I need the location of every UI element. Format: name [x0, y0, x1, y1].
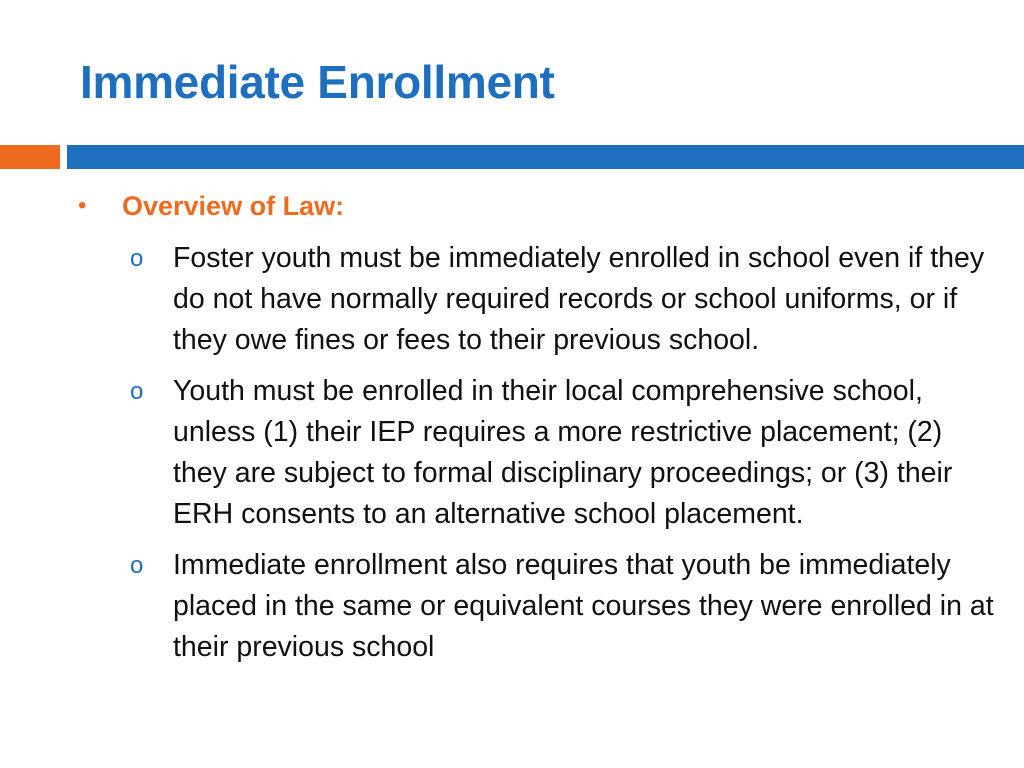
- sub-bullet-marker: o: [130, 245, 144, 272]
- slide-title: Immediate Enrollment: [80, 56, 555, 108]
- sub-bullet-marker: o: [130, 378, 144, 405]
- bullet-marker: •: [78, 192, 87, 219]
- title-divider-accent: [0, 145, 60, 169]
- overview-bullet: [0, 186, 1024, 226]
- list-item-text: Immediate enrollment also requires that youth be immediately placed in the same or equivalent courses they were enrolled in at their previous school: [173, 549, 994, 663]
- overview-heading: Overview of Law:: [122, 191, 345, 221]
- list-item-text: Youth must be enrolled in their local comprehensive school, unless (1) their IEP requires a more restrictive placement; (2) they are subject to formal disciplinary proceedings; or (3) their ERH consents to an alternative school placement.: [173, 375, 953, 530]
- sub-bullet-marker: o: [130, 552, 144, 579]
- list-item: [0, 545, 1024, 668]
- list-item-text: Foster youth must be immediately enrolled in school even if they do not have normally required records or school uniforms, or if they owe fines or fees to their previous school.: [173, 242, 985, 356]
- list-item: [0, 238, 1024, 361]
- overview-points: [0, 238, 1024, 678]
- title-divider-bar: [67, 145, 1024, 169]
- list-item: [0, 371, 1024, 535]
